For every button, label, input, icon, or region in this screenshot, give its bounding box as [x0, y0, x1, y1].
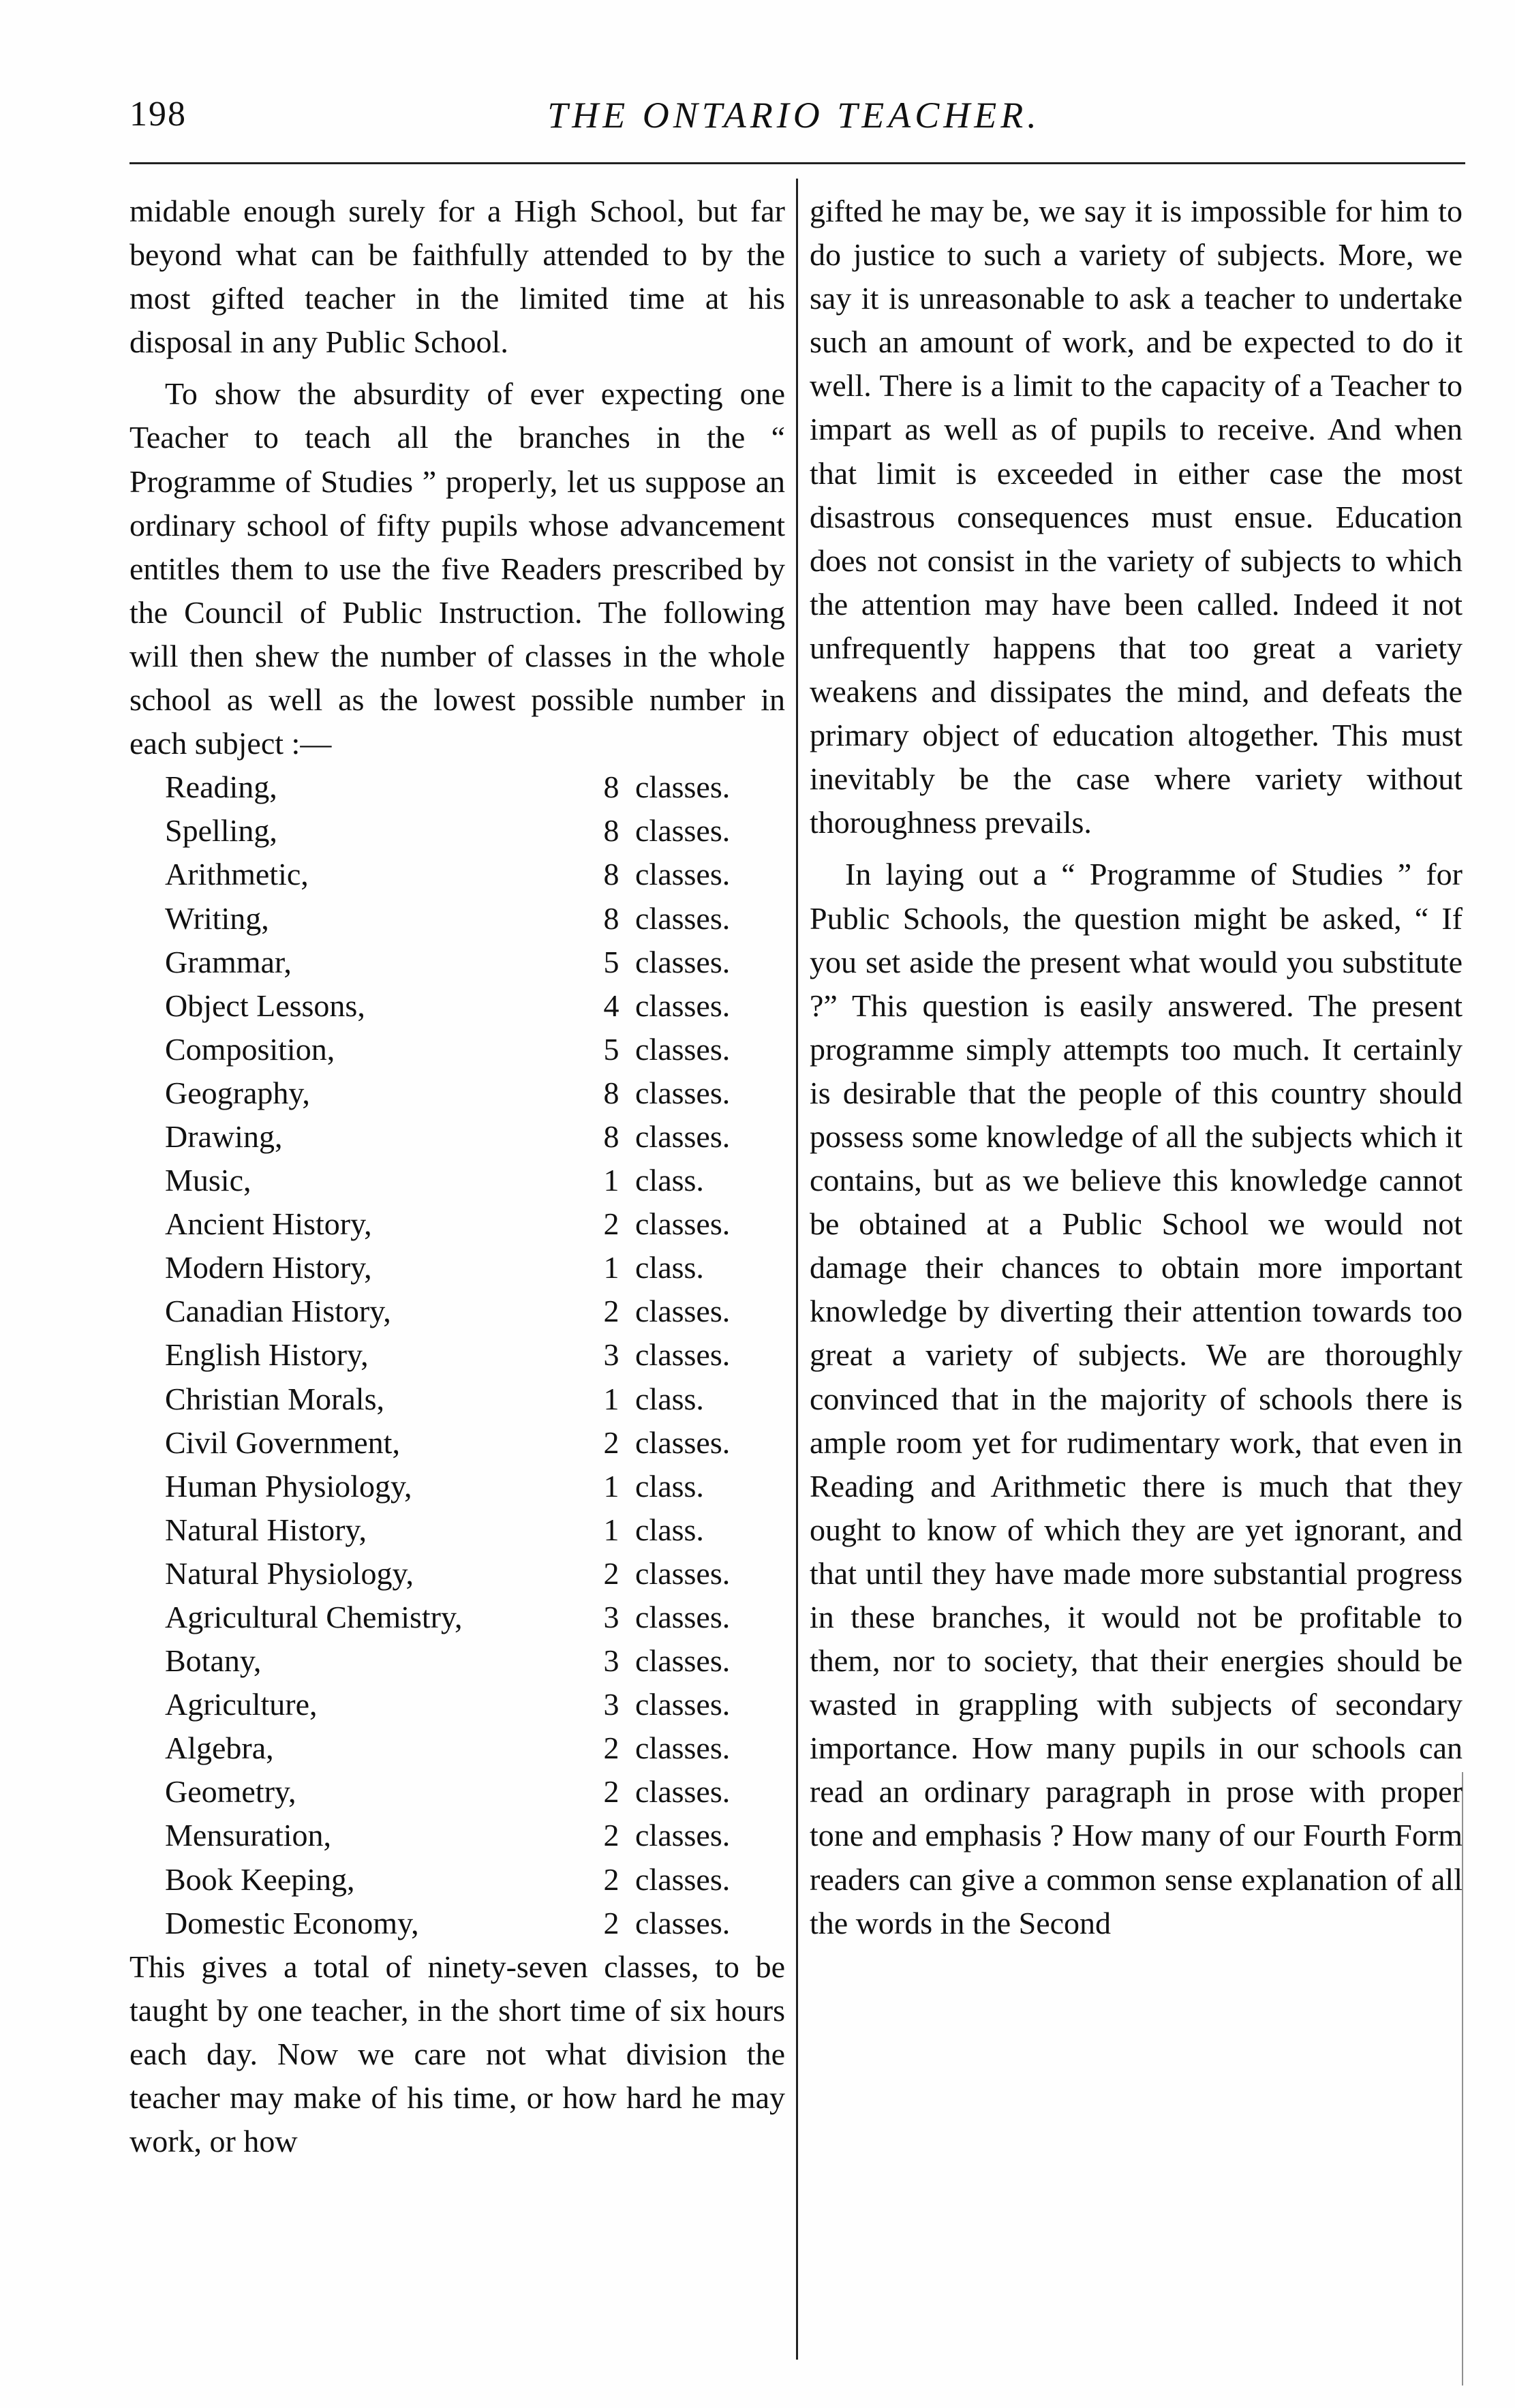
subject-row [165, 897, 765, 941]
subject-class-unit: classes. [635, 900, 731, 936]
subject-class-unit: classes. [635, 988, 731, 1023]
subject-class-unit: class. [635, 1163, 704, 1198]
subject-name: Ancient History, [165, 1206, 372, 1242]
subject-row [165, 853, 765, 896]
subject-class-count: 8 [603, 813, 619, 849]
subject-row [165, 1596, 765, 1639]
subject-name: Agricultural Chemistry, [165, 1600, 463, 1634]
subject-name: Geography, [165, 1075, 310, 1110]
right-column [810, 189, 1463, 1945]
subject-class-unit: classes. [635, 1294, 731, 1329]
subject-class-unit: classes. [635, 1731, 731, 1766]
subject-class-count: 2 [603, 1294, 619, 1329]
subject-row [165, 1028, 765, 1071]
subject-class-count: 1 [603, 1250, 619, 1285]
subject-class-unit: classes. [635, 1687, 731, 1722]
subject-row [165, 1639, 765, 1683]
subject-class-unit: classes. [635, 1337, 731, 1373]
subject-name: Object Lessons, [165, 988, 365, 1023]
subject-name: Spelling, [165, 813, 277, 849]
subject-class-count: 5 [603, 1031, 619, 1067]
subject-class-count: 8 [603, 1075, 619, 1110]
subject-row [165, 1159, 765, 1202]
subject-class-count: 2 [603, 1905, 619, 1940]
subject-class-unit: classes. [635, 1861, 731, 1897]
subject-class-table [165, 765, 765, 1945]
subject-row [165, 1683, 765, 1726]
subject-class-count: 2 [603, 1731, 619, 1766]
subject-name: Domestic Economy, [165, 1905, 419, 1940]
subject-class-count: 3 [603, 1337, 619, 1373]
subject-row [165, 1421, 765, 1465]
subject-class-count: 3 [603, 1643, 619, 1679]
subject-class-count: 1 [603, 1381, 619, 1416]
scan-edge-mark [1462, 1772, 1470, 2386]
subject-name: Music, [165, 1163, 251, 1198]
subject-class-count: 1 [603, 1468, 619, 1504]
subject-row [165, 1202, 765, 1246]
subject-class-unit: class. [635, 1512, 704, 1547]
subject-name: Arithmetic, [165, 857, 309, 892]
subject-row [165, 1814, 765, 1857]
subject-class-unit: classes. [635, 1905, 731, 1940]
subject-name: Human Physiology, [165, 1468, 412, 1504]
subject-row [165, 1333, 765, 1377]
subject-row [165, 1377, 765, 1421]
subject-row [165, 1246, 765, 1290]
subject-class-unit: classes. [635, 1075, 731, 1110]
subject-name: Civil Government, [165, 1424, 400, 1460]
column-divider [796, 179, 798, 2360]
subject-row [165, 1726, 765, 1770]
subject-row [165, 1858, 765, 1902]
subject-class-unit: classes. [635, 1643, 731, 1679]
page-number: 198 [129, 95, 187, 134]
subject-class-unit: classes. [635, 1818, 731, 1853]
subject-class-unit: classes. [635, 1600, 731, 1634]
subject-row [165, 1071, 765, 1115]
subject-row [165, 1770, 765, 1814]
subject-class-count: 2 [603, 1861, 619, 1897]
right-paragraph-2: In laying out a “ Programme of Studies ” for Public Schools, the question might be asked, “ If you set aside the present what would you substitute ?” This question is easily answered. The present programme simply attempts too much. It certainly is desirable that the people of this country should possess some knowledge of all the subjects which it contains, but as we believe this knowledge cannot be obtained at a Public School we would not damage their chances to obtain more important knowledge by diverting their attention towards too great a variety of subjects. We are thoroughly convinced that in the majority of schools there is ample room yet for rudimentary work, that even in Reading and Arithmetic there is much that they ought to know of which they are yet ignorant, and that until they have made more substantial progress in these branches, it would not be profitable to them, nor to society, that their energies should be wasted in grappling with subjects of secondary importance. How many pupils in our schools can read an ordinary paragraph in prose with proper tone and emphasis ? How many of our Fourth Form readers can give a common sense explanation of all the words in the Second [810, 857, 1463, 1940]
page-header [129, 94, 1458, 149]
subject-class-unit: classes. [635, 1118, 731, 1154]
right-paragraph-1: gifted he may be, we say it is impossible for him to do justice to such a variety of subjects. More, we say it is unreasonable to ask a teacher to undertake such an amount of work, and be expected to do it well. There is a limit to the capacity of a Teacher to impart as well as of pupils to receive. And when that limit is exceeded in either case the most disastrous consequences must ensue. Education does not consist in the variety of subjects to which the attention may have been called. Indeed it not unfrequently happens that too great a variety weakens and dissipates the mind, and defeats the primary object of education altogether. This must inevitably be the case where variety without thoroughness prevails. [810, 194, 1463, 840]
subject-name: Writing, [165, 900, 269, 936]
subject-class-unit: classes. [635, 813, 731, 849]
subject-name: Agriculture, [165, 1687, 318, 1722]
subject-class-count: 8 [603, 1118, 619, 1154]
subject-class-unit: classes. [635, 857, 731, 892]
subject-class-count: 1 [603, 1512, 619, 1547]
header-rule [129, 162, 1465, 164]
subject-class-unit: classes. [635, 1774, 731, 1810]
subject-class-unit: class. [635, 1250, 704, 1285]
subject-name: Composition, [165, 1031, 335, 1067]
subject-class-count: 8 [603, 900, 619, 936]
subject-class-count: 2 [603, 1774, 619, 1810]
subject-class-count: 2 [603, 1206, 619, 1242]
subject-class-unit: classes. [635, 1555, 731, 1591]
subject-name: Mensuration, [165, 1818, 332, 1853]
subject-class-unit: classes. [635, 1206, 731, 1242]
subject-row [165, 1115, 765, 1159]
subject-row [165, 1508, 765, 1552]
left-paragraph-2: To show the absurdity of ever expecting one Teacher to teach all the branches in the “ Programme of Studies ” properly, let us suppose an ordinary school of fifty pupils whose advancement entitles them to use the five Readers prescribed by the Council of Public Instruction. The following will then shew the number of classes in the whole school as well as the lowest possible number in each subject :— [129, 376, 785, 761]
left-paragraph-1: midable enough surely for a High School, but far beyond what can be faithfully attended to by the most gifted teacher in the limited time at his disposal in any Public School. [129, 194, 785, 360]
subject-name: Natural History, [165, 1512, 367, 1547]
subject-class-unit: class. [635, 1381, 704, 1416]
subject-class-count: 5 [603, 944, 619, 979]
subject-class-count: 1 [603, 1163, 619, 1198]
subject-class-unit: class. [635, 1468, 704, 1504]
subject-class-count: 4 [603, 988, 619, 1023]
subject-class-count: 2 [603, 1424, 619, 1460]
subject-class-count: 8 [603, 769, 619, 805]
subject-class-unit: classes. [635, 1031, 731, 1067]
subject-row [165, 809, 765, 853]
subject-row [165, 1465, 765, 1508]
left-column [129, 189, 785, 2163]
subject-name: Geometry, [165, 1774, 296, 1810]
subject-name: Grammar, [165, 944, 292, 979]
subject-class-count: 3 [603, 1687, 619, 1722]
subject-name: Algebra, [165, 1731, 274, 1766]
subject-name: Book Keeping, [165, 1861, 355, 1897]
subject-class-count: 2 [603, 1818, 619, 1853]
subject-class-unit: classes. [635, 769, 731, 805]
subject-class-count: 3 [603, 1600, 619, 1634]
subject-row [165, 1290, 765, 1333]
subject-name: Reading, [165, 769, 277, 805]
subject-name: Christian Morals, [165, 1381, 384, 1416]
subject-row [165, 984, 765, 1028]
subject-row [165, 765, 765, 809]
running-title: THE ONTARIO TEACHER. [547, 95, 1041, 136]
subject-name: Drawing, [165, 1118, 283, 1154]
subject-name: Natural Physiology, [165, 1555, 414, 1591]
subject-row [165, 1902, 765, 1945]
subject-name: Botany, [165, 1643, 262, 1679]
left-paragraph-3: This gives a total of ninety-seven classes, to be taught by one teacher, in the short time of six hours each day. Now we care not what division the teacher may make of his time, or how hard he may work, or how [129, 1949, 785, 2159]
subject-name: English History, [165, 1337, 369, 1373]
subject-name: Canadian History, [165, 1294, 391, 1329]
subject-class-count: 8 [603, 857, 619, 892]
subject-name: Modern History, [165, 1250, 372, 1285]
subject-class-unit: classes. [635, 944, 731, 979]
subject-row [165, 1552, 765, 1596]
subject-class-unit: classes. [635, 1424, 731, 1460]
subject-class-count: 2 [603, 1555, 619, 1591]
subject-row [165, 941, 765, 984]
